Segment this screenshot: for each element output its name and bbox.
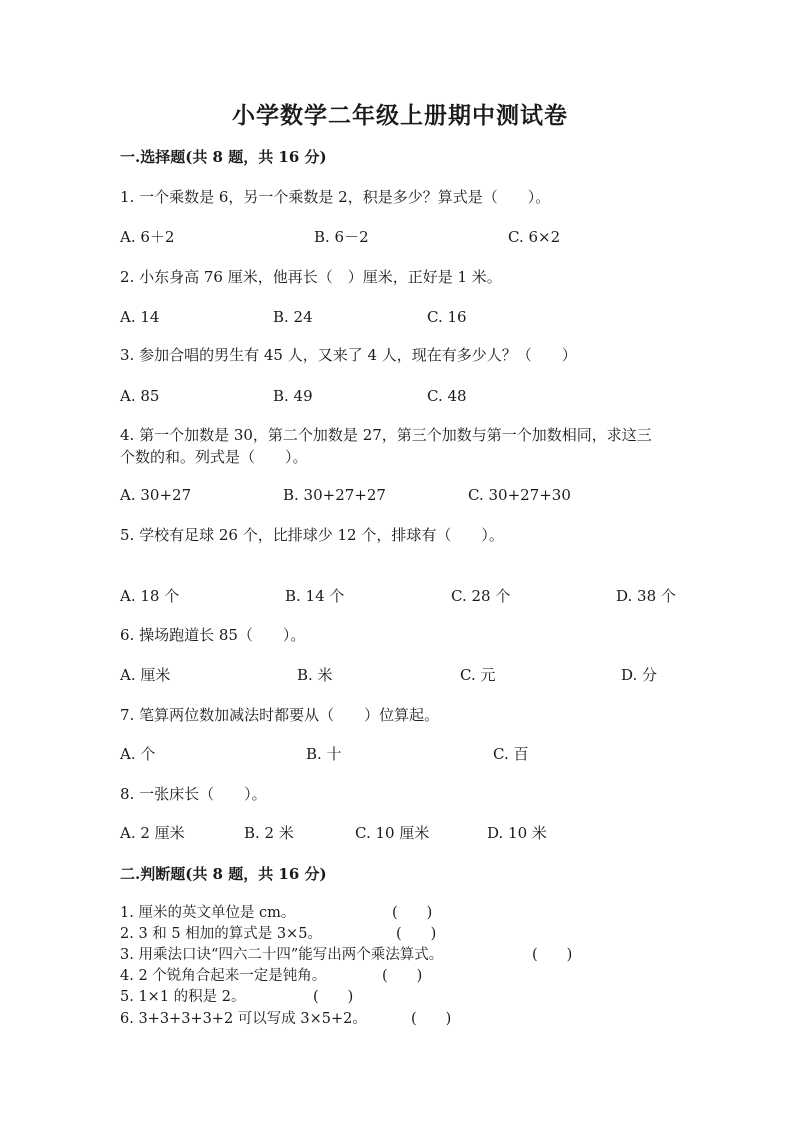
question-7-option-a[interactable]: A. 个 [120,745,156,763]
question-2-option-c[interactable]: C. 16 [427,308,467,326]
judgment-item-6-blank[interactable]: ( ) [411,1011,452,1027]
judgment-item-2-blank[interactable]: ( ) [396,926,437,942]
section-heading-choice: 一.选择题(共 8 题，共 16 分) [120,148,327,166]
question-8-option-b[interactable]: B. 2 米 [244,824,294,842]
question-6-option-b[interactable]: B. 米 [297,666,333,684]
judgment-item-3-blank[interactable]: ( ) [532,947,573,963]
question-3-option-b[interactable]: B. 49 [273,387,313,405]
question-6-option-a[interactable]: A. 厘米 [120,666,171,684]
question-4-option-a[interactable]: A. 30+27 [120,486,192,504]
question-1-option-a[interactable]: A. 6＋2 [120,228,175,246]
question-5-option-b[interactable]: B. 14 个 [285,587,345,605]
question-2-option-a[interactable]: A. 14 [120,308,160,326]
judgment-item-1: 1. 厘米的英文单位是 cm。 [120,905,296,921]
question-6-option-c[interactable]: C. 元 [460,666,496,684]
question-5: 5. 学校有足球 26 个，比排球少 12 个，排球有（ ）。 [120,526,504,544]
judgment-item-5: 5. 1×1 的积是 2。 [120,989,246,1005]
question-5-option-a[interactable]: A. 18 个 [120,587,180,605]
question-1-option-b[interactable]: B. 6－2 [314,228,369,246]
question-8-option-d[interactable]: D. 10 米 [487,824,547,842]
judgment-item-4: 4. 2 个锐角合起来一定是钝角。 [120,968,327,984]
question-3-option-a[interactable]: A. 85 [120,387,160,405]
question-4-line-1: 4. 第一个加数是 30，第二个加数是 27，第三个加数与第一个加数相同，求这三 [120,426,652,444]
question-8-option-c[interactable]: C. 10 厘米 [355,824,430,842]
question-3-option-c[interactable]: C. 48 [427,387,467,405]
question-4-line-2: 个数的和。列式是（ ）。 [120,448,308,466]
question-7-option-b[interactable]: B. 十 [306,745,342,763]
judgment-item-2: 2. 3 和 5 相加的算式是 3×5。 [120,926,322,942]
question-6: 6. 操场跑道长 85（ ）。 [120,626,306,644]
judgment-item-4-blank[interactable]: ( ) [382,968,423,984]
question-4-option-c[interactable]: C. 30+27+30 [468,486,571,504]
question-2: 2. 小东身高 76 厘米，他再长（ ）厘米，正好是 1 米。 [120,268,502,286]
section-heading-judgment: 二.判断题(共 8 题，共 16 分) [120,865,327,883]
question-5-option-c[interactable]: C. 28 个 [451,587,511,605]
question-7: 7. 笔算两位数加减法时都要从（ ）位算起。 [120,706,440,724]
question-5-option-d[interactable]: D. 38 个 [616,587,676,605]
question-7-option-c[interactable]: C. 百 [493,745,529,763]
question-1-option-c[interactable]: C. 6×2 [508,228,561,246]
judgment-item-1-blank[interactable]: ( ) [392,905,433,921]
judgment-item-5-blank[interactable]: ( ) [313,989,354,1005]
judgment-item-6: 6. 3+3+3+3+2 可以写成 3×5+2。 [120,1011,367,1027]
page-title: 小学数学二年级上册期中测试卷 [232,102,568,129]
question-3: 3. 参加合唱的男生有 45 人，又来了 4 人，现在有多少人？（ ） [120,346,577,364]
question-8: 8. 一张床长（ ）。 [120,785,267,803]
question-1: 1. 一个乘数是 6，另一个乘数是 2，积是多少？算式是（ ）。 [120,188,551,206]
question-2-option-b[interactable]: B. 24 [273,308,313,326]
question-4-option-b[interactable]: B. 30+27+27 [283,486,386,504]
judgment-item-3: 3. 用乘法口诀“四六二十四”能写出两个乘法算式。 [120,947,444,963]
question-8-option-a[interactable]: A. 2 厘米 [120,824,185,842]
question-6-option-d[interactable]: D. 分 [621,666,658,684]
